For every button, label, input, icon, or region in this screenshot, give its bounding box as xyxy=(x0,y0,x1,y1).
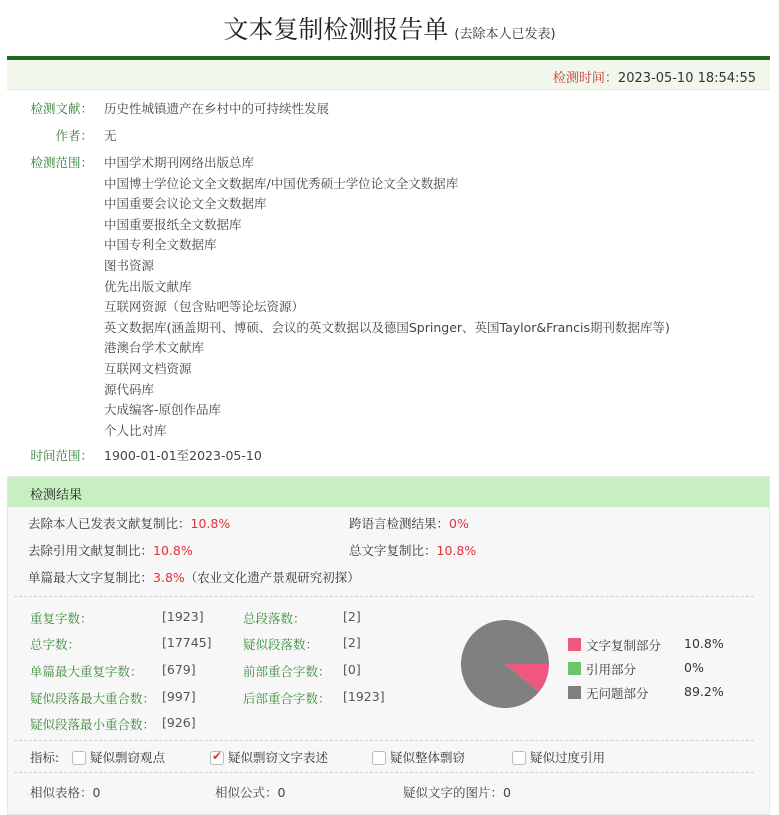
report-title-area xyxy=(0,10,779,46)
legend-label: 文字复制部分 xyxy=(586,638,662,653)
total-copy-label: 总文字复制比： xyxy=(349,543,437,558)
divider xyxy=(14,596,754,597)
scope-item: 中国学术期刊网络出版总库 xyxy=(104,155,255,170)
legend-swatch xyxy=(568,686,581,699)
detection-time-value: 2023-05-10 18:54:55 xyxy=(617,71,756,86)
legend-label: 引用部分 xyxy=(586,662,637,677)
results-header xyxy=(8,477,769,507)
scope-item: 港澳台学术文献库 xyxy=(104,340,205,356)
indicator-checkbox[interactable] xyxy=(72,751,86,765)
legend-value: 0% xyxy=(684,660,704,675)
indicator-checkbox[interactable] xyxy=(372,751,386,765)
scope-item: 英文数据库(涵盖期刊、博硕、会议的英文数据以及德国Springer、英国Taylor&Francis期刊数据库等) xyxy=(104,319,670,335)
time-range-label: 时间范围： xyxy=(30,448,93,463)
similar-tables-label: 相似表格： xyxy=(30,785,93,800)
document-label: 检测文献： xyxy=(30,101,93,116)
legend-label: 无问题部分 xyxy=(586,686,649,701)
max-single-ratio xyxy=(28,568,360,586)
time-range-value: 1900-01-01至2023-05-10 xyxy=(104,448,262,463)
para-min-label: 疑似段落最小重合数： xyxy=(30,717,156,732)
cross-lang-label: 跨语言检测结果： xyxy=(349,516,450,531)
max-repeat-label: 单篇最大重复字数： xyxy=(30,664,143,679)
scope-item: 源代码库 xyxy=(104,381,155,397)
repeat-chars-value: [1923] xyxy=(162,609,204,624)
divider xyxy=(14,772,754,773)
detection-time-bar xyxy=(7,60,770,90)
suspect-paras-value: [2] xyxy=(343,635,361,650)
indicator-checkbox[interactable] xyxy=(512,751,526,765)
indicator-option[interactable] xyxy=(372,748,465,766)
max-single-label: 单篇最大文字复制比： xyxy=(28,570,154,585)
indicator-option[interactable] xyxy=(72,748,165,766)
total-paras-label: 总段落数： xyxy=(243,611,306,626)
back-overlap-label: 后部重合字数： xyxy=(243,691,331,706)
max-repeat-value: [679] xyxy=(162,662,196,677)
indicator-label: 疑似剽窃文字表述 xyxy=(228,750,329,765)
suspect-paras-label: 疑似段落数： xyxy=(243,637,319,652)
excl-self-label: 去除本人已发表文献复制比： xyxy=(28,516,191,531)
para-max-label: 疑似段落最大重合数： xyxy=(30,691,156,706)
indicator-option[interactable] xyxy=(512,748,605,766)
divider xyxy=(14,740,754,741)
scope-item: 中国重要报纸全文数据库 xyxy=(104,216,242,232)
author-value: 无 xyxy=(104,128,117,143)
similar-formulas-value: 0 xyxy=(277,785,286,800)
indicator-label: 疑似剽窃观点 xyxy=(90,750,166,765)
scope-item: 中国专利全文数据库 xyxy=(104,237,217,253)
report-title: 文本复制检测报告单 xyxy=(223,15,449,44)
scope-item: 中国重要会议论文全文数据库 xyxy=(104,196,267,212)
para-min-value: [926] xyxy=(162,715,196,730)
document-title: 历史性城镇遗产在乡村中的可持续性发展 xyxy=(104,101,330,116)
scope-item: 大成编客-原创作品库 xyxy=(104,402,222,418)
results-header-label: 检测结果 xyxy=(30,488,83,503)
legend-swatch xyxy=(568,638,581,651)
front-overlap-value: [0] xyxy=(343,662,361,677)
excl-quote-value: 10.8% xyxy=(153,543,193,558)
indicators-label: 指标: xyxy=(30,750,60,765)
indicator-option[interactable] xyxy=(210,748,328,766)
total-chars-value: [17745] xyxy=(162,635,212,650)
legend-swatch xyxy=(568,662,581,675)
indicator-label: 疑似过度引用 xyxy=(530,750,606,765)
cross-language-result xyxy=(349,514,469,532)
excl-quote-ratio xyxy=(28,541,193,559)
text-images xyxy=(403,783,511,801)
similar-tables-value: 0 xyxy=(92,785,101,800)
repeat-chars-label: 重复字数： xyxy=(30,611,93,626)
excl-quote-label: 去除引用文献复制比： xyxy=(28,543,154,558)
total-chars-label: 总字数： xyxy=(30,637,81,652)
detection-time-label: 检测时间： xyxy=(552,71,618,86)
text-images-label: 疑似文字的图片： xyxy=(403,785,504,800)
max-single-source: （农业文化遗产景观研究初探） xyxy=(184,570,360,585)
author-label: 作者： xyxy=(55,128,93,143)
similar-formulas-label: 相似公式： xyxy=(215,785,278,800)
text-images-value: 0 xyxy=(503,785,511,800)
total-copy-value: 10.8% xyxy=(436,543,477,558)
scope-item: 互联网资源（包含贴吧等论坛资源） xyxy=(104,299,305,315)
legend-value: 10.8% xyxy=(684,636,724,651)
back-overlap-value: [1923] xyxy=(343,689,385,704)
scope-label: 检测范围： xyxy=(30,155,93,170)
para-max-value: [997] xyxy=(162,689,196,704)
legend-value: 89.2% xyxy=(684,684,724,699)
indicator-label: 疑似整体剽窃 xyxy=(390,750,466,765)
cross-lang-value: 0% xyxy=(449,516,469,531)
similar-tables xyxy=(30,783,100,801)
copy-ratio-pie-chart xyxy=(455,614,555,714)
pie-slice xyxy=(461,620,549,708)
scope-item: 中国博士学位论文全文数据库/中国优秀硕士学位论文全文数据库 xyxy=(104,175,459,191)
scope-item: 优先出版文献库 xyxy=(104,278,192,294)
front-overlap-label: 前部重合字数： xyxy=(243,664,331,679)
excl-self-ratio xyxy=(28,514,230,532)
indicator-checkbox[interactable] xyxy=(210,751,224,765)
excl-self-value: 10.8% xyxy=(190,516,231,531)
report-subtitle: (去除本人已发表) xyxy=(454,27,556,42)
scope-item: 图书资源 xyxy=(104,258,155,273)
similar-formulas xyxy=(215,783,285,801)
total-copy-ratio xyxy=(349,541,476,559)
scope-item: 互联网文档资源 xyxy=(104,361,192,376)
total-paras-value: [2] xyxy=(343,609,361,624)
max-single-value: 3.8% xyxy=(153,570,185,585)
scope-item: 个人比对库 xyxy=(104,422,167,438)
